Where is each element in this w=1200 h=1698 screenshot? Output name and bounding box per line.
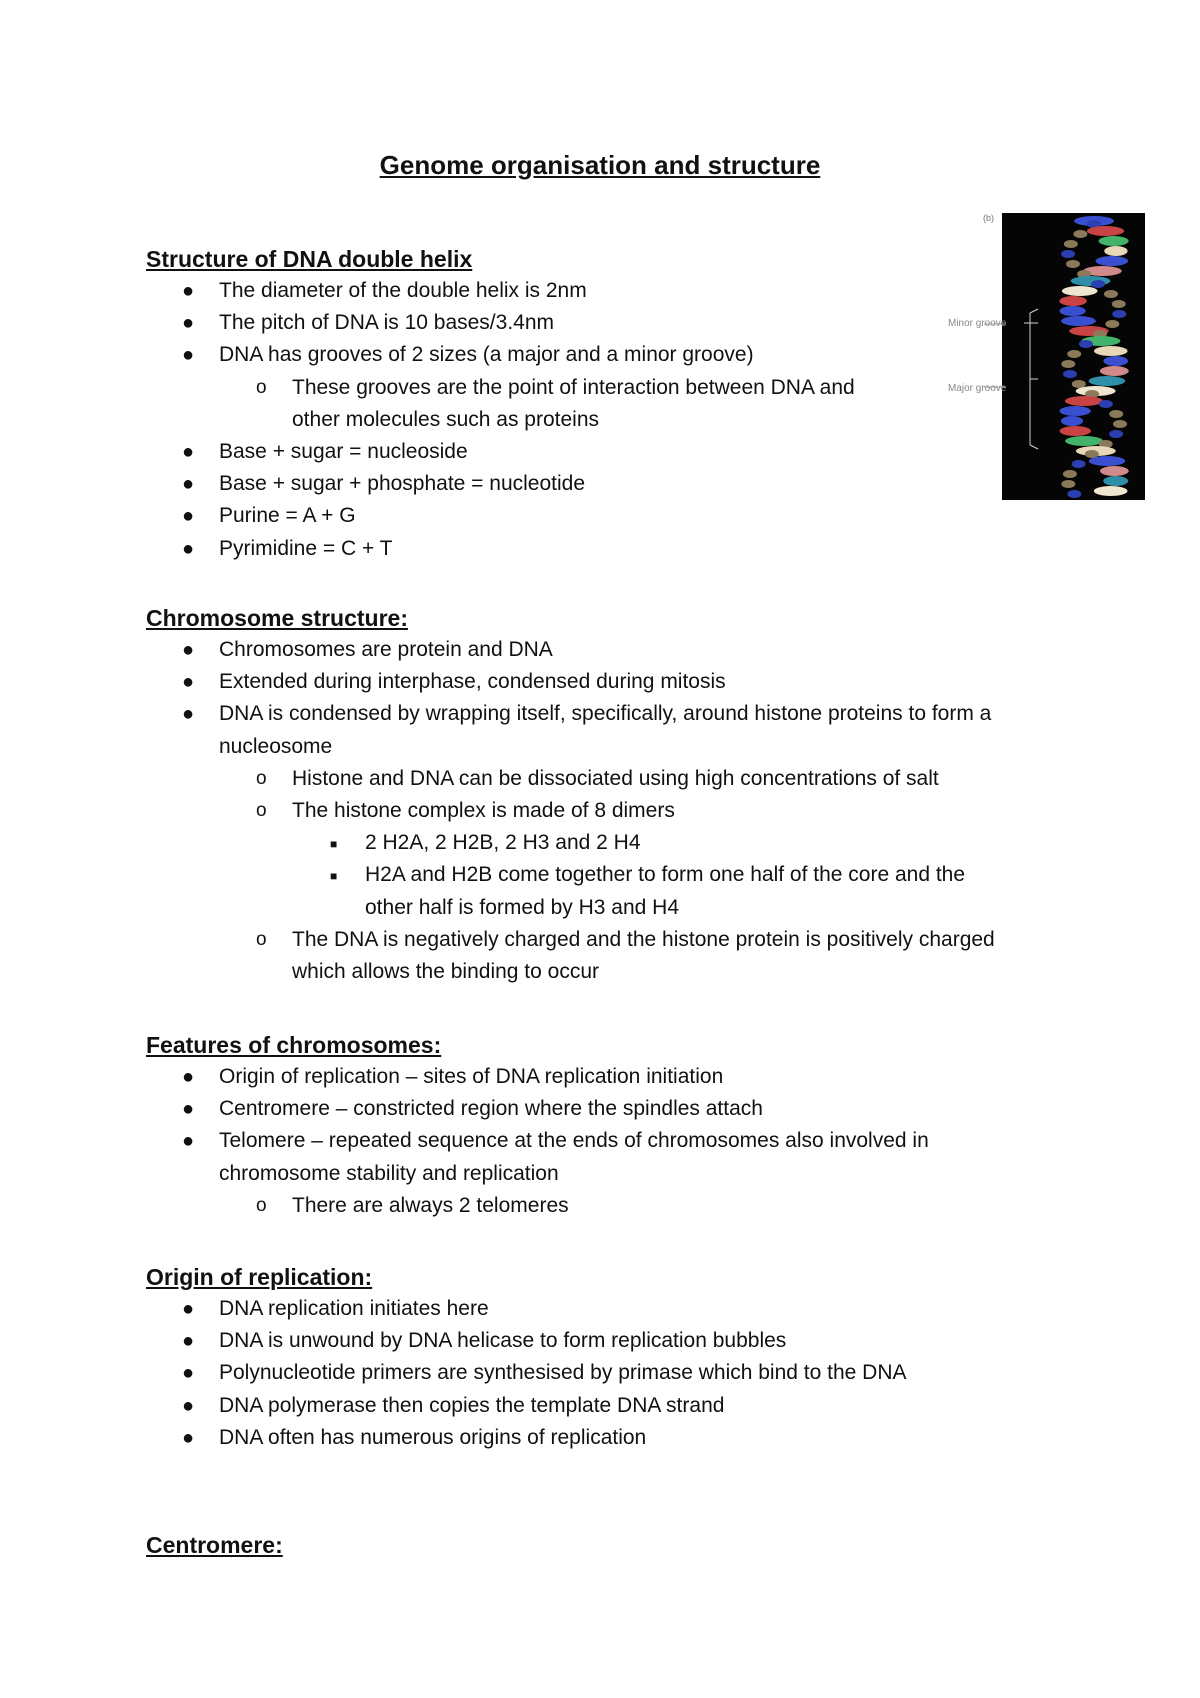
bullet-marker-icon: ● bbox=[182, 1394, 195, 1417]
list-item: Extended during interphase, condensed during mitosis bbox=[219, 670, 726, 694]
helix-base-pair bbox=[1100, 366, 1129, 376]
helix-backbone bbox=[1109, 430, 1123, 438]
helix-backbone bbox=[1113, 420, 1127, 428]
list-item: The diameter of the double helix is 2nm bbox=[219, 279, 587, 302]
helix-backbone bbox=[1061, 480, 1075, 488]
minor-groove-label: Minor groove bbox=[948, 318, 1007, 329]
helix-base-pair bbox=[1089, 376, 1126, 386]
bullet-marker-icon: ● bbox=[182, 639, 195, 661]
helix-backbone bbox=[1067, 490, 1081, 498]
bullet-marker-icon: ● bbox=[182, 1298, 195, 1320]
helix-backbone bbox=[1063, 470, 1077, 478]
helix-base-pair bbox=[1094, 486, 1128, 496]
helix-base-pair bbox=[1065, 436, 1103, 446]
helix-base-pair bbox=[1060, 406, 1091, 416]
helix-backbone bbox=[1104, 290, 1118, 298]
helix-base-pair bbox=[1089, 456, 1126, 466]
list-item: Centromere – constricted region where the spindles attach bbox=[219, 1097, 763, 1121]
helix-backbone bbox=[1072, 380, 1086, 388]
bullet-marker-icon: ● bbox=[182, 280, 195, 302]
list-item: DNA replication initiates here bbox=[219, 1297, 489, 1320]
helix-backbone bbox=[1109, 410, 1123, 418]
section-heading: Features of chromosomes: bbox=[146, 1032, 442, 1058]
helix-backbone bbox=[1061, 360, 1075, 368]
bullet-marker-icon: o bbox=[256, 800, 267, 821]
helix-base-pair bbox=[1094, 346, 1128, 356]
list-item: Origin of replication – sites of DNA replication initiation bbox=[219, 1065, 724, 1088]
list-item: Histone and DNA can be dissociated using high concentrations of salt bbox=[292, 766, 939, 790]
list-item: Chromosomes are protein and DNA bbox=[219, 638, 553, 661]
helix-base-pair bbox=[1100, 466, 1129, 476]
list-item: Polynucleotide primers are synthesised by primase which bind to the DNA bbox=[219, 1361, 907, 1385]
helix-base-pair bbox=[1087, 226, 1124, 236]
bullet-marker-icon: o bbox=[256, 928, 267, 950]
bullet-marker-icon: ● bbox=[182, 1066, 195, 1088]
list-item: Telomere – repeated sequence at the ends of chromosomes also involved in bbox=[219, 1129, 929, 1153]
bullet-marker-icon: ● bbox=[182, 1130, 195, 1153]
helix-backbone bbox=[1112, 310, 1126, 318]
bullet-marker-icon: ● bbox=[182, 703, 195, 726]
helix-backbone bbox=[1063, 370, 1077, 378]
figure-panel-label: (b) bbox=[983, 213, 994, 223]
list-item: Pyrimidine = C + T bbox=[219, 536, 393, 560]
list-item: 2 H2A, 2 H2B, 2 H3 and 2 H4 bbox=[365, 831, 641, 855]
bullet-marker-icon: ● bbox=[182, 505, 195, 528]
bullet-marker-icon: ● bbox=[182, 1426, 195, 1449]
bullet-marker-icon: ■ bbox=[330, 869, 338, 884]
list-item: DNA polymerase then copies the template DNA strand bbox=[219, 1393, 725, 1417]
list-item: chromosome stability and replication bbox=[219, 1161, 559, 1185]
major-groove-label: Major groove bbox=[948, 383, 1007, 394]
bullet-marker-icon: ● bbox=[182, 1330, 195, 1353]
helix-base-pair bbox=[1062, 286, 1098, 296]
list-item: The pitch of DNA is 10 bases/3.4nm bbox=[219, 311, 555, 335]
bullet-marker-icon: o bbox=[256, 767, 267, 789]
list-item: The DNA is negatively charged and the histone protein is positively charged bbox=[292, 927, 995, 951]
helix-backbone bbox=[1112, 300, 1126, 308]
bullet-marker-icon: ● bbox=[182, 312, 195, 335]
helix-base-pair bbox=[1059, 306, 1085, 316]
major-groove-pointer bbox=[984, 385, 1006, 389]
bullet-marker-icon: ■ bbox=[330, 837, 338, 852]
helix-backbone bbox=[1066, 260, 1080, 268]
helix-base-pair bbox=[1059, 296, 1087, 306]
page-title: Genome organisation and structure bbox=[379, 150, 821, 180]
helix-base-pair bbox=[1104, 246, 1127, 256]
helix-base-pair bbox=[1099, 236, 1129, 246]
list-item: Base + sugar + phosphate = nucleotide bbox=[219, 472, 586, 496]
list-item: There are always 2 telomeres bbox=[292, 1193, 569, 1217]
helix-backbone bbox=[1061, 250, 1075, 258]
list-item: DNA is condensed by wrapping itself, specifically, around histone proteins to form a bbox=[219, 702, 992, 726]
list-item: Purine = A + G bbox=[219, 504, 356, 528]
list-item: These grooves are the point of interaction between DNA and bbox=[292, 375, 855, 399]
helix-backbone bbox=[1105, 320, 1119, 328]
helix-base-pair bbox=[1061, 316, 1096, 326]
bullet-marker-icon: o bbox=[256, 1194, 267, 1216]
minor-groove-pointer bbox=[984, 322, 1006, 326]
list-item: nucleosome bbox=[219, 734, 333, 758]
list-item: H2A and H2B come together to form one half of the core and the bbox=[365, 863, 966, 887]
bullet-marker-icon: o bbox=[256, 376, 267, 398]
bullet-marker-icon: ● bbox=[182, 671, 195, 694]
list-item: DNA has grooves of 2 sizes (a major and a minor groove) bbox=[219, 343, 754, 367]
helix-backbone bbox=[1067, 350, 1081, 358]
helix-backbone bbox=[1079, 340, 1093, 348]
bullet-marker-icon: ● bbox=[182, 344, 195, 367]
helix-base-pair bbox=[1103, 356, 1128, 366]
bullet-marker-icon: ● bbox=[182, 1098, 195, 1121]
section-heading: Centromere: bbox=[146, 1532, 283, 1558]
helix-base-pair bbox=[1061, 416, 1083, 426]
helix-backbone bbox=[1073, 230, 1087, 238]
list-item: Base + sugar = nucleoside bbox=[219, 440, 468, 463]
helix-backbone bbox=[1085, 450, 1099, 458]
helix-base-pair bbox=[1065, 396, 1103, 406]
helix-base-pair bbox=[1095, 256, 1128, 266]
list-item: DNA is unwound by DNA helicase to form replication bubbles bbox=[219, 1329, 787, 1353]
bullet-marker-icon: ● bbox=[182, 441, 195, 463]
helix-backbone bbox=[1072, 460, 1086, 468]
bullet-marker-icon: ● bbox=[182, 1362, 195, 1385]
helix-backbone bbox=[1064, 240, 1078, 248]
list-item: other molecules such as proteins bbox=[292, 407, 599, 431]
list-item: other half is formed by H3 and H4 bbox=[365, 895, 679, 919]
list-item: The histone complex is made of 8 dimers bbox=[292, 799, 675, 822]
helix-base-pair bbox=[1103, 476, 1128, 486]
dna-helix-image bbox=[1002, 213, 1145, 500]
list-item: DNA often has numerous origins of replication bbox=[219, 1425, 647, 1449]
section-heading: Chromosome structure: bbox=[146, 605, 408, 631]
bullet-marker-icon: ● bbox=[182, 537, 195, 560]
section-heading: Structure of DNA double helix bbox=[146, 246, 473, 272]
helix-backbone bbox=[1099, 400, 1113, 408]
helix-backbone bbox=[1091, 280, 1105, 288]
list-item: which allows the binding to occur bbox=[292, 960, 600, 983]
helix-base-pair bbox=[1060, 426, 1091, 436]
bullet-marker-icon: ● bbox=[182, 473, 195, 496]
section-heading: Origin of replication: bbox=[146, 1264, 373, 1290]
